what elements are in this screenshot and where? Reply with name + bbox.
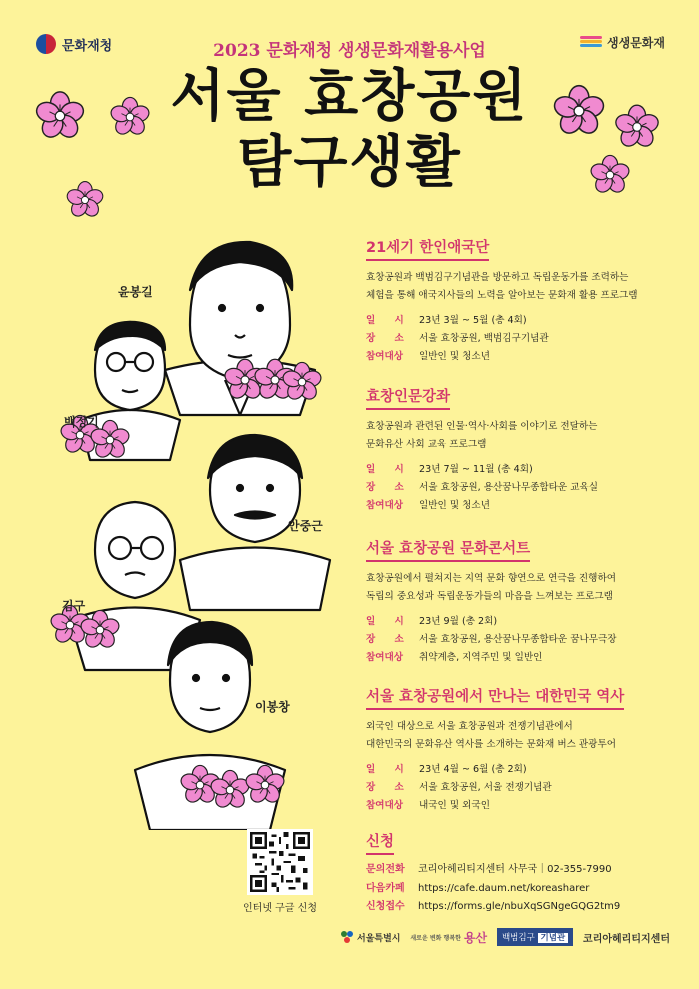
program-section (366, 685, 666, 815)
info-value: 23년 3월 ~ 5월 (총 4회) (419, 315, 527, 326)
program-info (366, 461, 666, 515)
title-line-2: 탐구생활 (237, 130, 462, 195)
apply-label: 문의전화 (366, 864, 405, 875)
flower-icon (30, 86, 90, 146)
info-row-target (366, 797, 666, 815)
program-info (366, 613, 666, 667)
info-value: 23년 9월 (총 2회) (419, 616, 498, 627)
program-section (366, 236, 666, 366)
seoul-mark-icon (340, 930, 354, 944)
flower-icon (585, 150, 635, 200)
info-row-date (366, 461, 666, 479)
kimgu-logo-text: 백범김구 (501, 933, 535, 943)
kimgu-logo-text-b: 기념관 (538, 933, 569, 943)
info-value: 서울 효창공원, 용산꿈나무종합타운 꿈나무극장 (419, 634, 617, 645)
info-row-place (366, 479, 666, 497)
qr-label: 인터넷 구글 신청 (243, 903, 317, 914)
apply-value: 코리아헤리티지센터 사무국｜02-355-7990 (418, 864, 612, 875)
footer-logos (340, 928, 670, 946)
info-value: 서울 효창공원, 백범김구기념관 (419, 333, 549, 344)
program-info (366, 312, 666, 366)
info-value: 23년 7월 ~ 11월 (총 4회) (419, 464, 533, 475)
cha-logo-text: 문화재청 (62, 38, 113, 54)
info-row-target (366, 348, 666, 366)
apply-row-phone (366, 861, 666, 880)
program-section (366, 537, 666, 667)
name-baek-jeonggi: 백정기 (64, 415, 99, 429)
apply-info (366, 861, 666, 917)
program-title: 효창인문강좌 (366, 385, 450, 410)
info-value: 서울 효창공원, 용산꿈나무종합타운 교육실 (419, 482, 599, 493)
title-line-1: 서울 효창공원 (170, 64, 529, 129)
name-yoon-bonggil: 윤봉길 (118, 285, 153, 299)
info-label: 참여대상 (366, 351, 404, 362)
info-value: 일반인 및 청소년 (419, 351, 490, 362)
info-label: 장 소 (366, 634, 404, 645)
info-row-place (366, 330, 666, 348)
info-row-place (366, 779, 666, 797)
yongsan-slogan: 새로운 변화 행복한 (410, 934, 461, 942)
name-lee-bongchang: 이봉창 (255, 700, 290, 714)
program-info (366, 761, 666, 815)
apply-label: 신청접수 (366, 901, 405, 912)
description-line: 체험을 통해 애국지사들의 노력을 알아보는 문화재 활용 프로그램 (366, 290, 638, 301)
info-row-place (366, 631, 666, 649)
info-value: 서울 효창공원, 서울 전쟁기념관 (419, 782, 552, 793)
seoul-logo-text: 서울특별시 (357, 933, 401, 944)
name-kim-gu: 김구 (62, 599, 86, 613)
description-line: 효창공원에서 펼쳐지는 지역 문화 향연으로 연극을 진행하여 (366, 573, 616, 584)
description-line: 문화유산 사회 교육 프로그램 (366, 439, 487, 450)
program-section (366, 385, 666, 515)
info-label: 장 소 (366, 482, 404, 493)
info-label: 일 시 (366, 616, 404, 627)
flower-icon (105, 92, 155, 142)
description-line: 독립의 중요성과 독립운동가들의 마음을 느껴보는 프로그램 (366, 591, 613, 602)
yongsan-logo (410, 929, 487, 946)
apply-row-cafe (366, 880, 666, 899)
info-label: 참여대상 (366, 800, 404, 811)
program-title: 서울 효창공원에서 만나는 대한민국 역사 (366, 685, 624, 710)
name-ahn-junggeun: 안중근 (288, 519, 323, 533)
info-row-target (366, 497, 666, 515)
description-line: 대한민국의 문화유산 역사를 소개하는 문화재 버스 관광투어 (366, 739, 616, 750)
yongsan-logo-text: 용산 (463, 930, 488, 945)
cafe-link[interactable]: https://cafe.daum.net/koreasharer (418, 882, 590, 894)
info-label: 장 소 (366, 333, 404, 344)
korea-heritage-logo: 코리아헤리티지센터 (583, 933, 670, 945)
description-line: 효창공원과 관련된 인물·역사·사회를 이야기로 전달하는 (366, 421, 598, 432)
apply-title: 신청 (366, 830, 394, 855)
info-value: 취약계층, 지역주민 및 일반인 (419, 652, 543, 663)
info-value: 일반인 및 청소년 (419, 500, 490, 511)
info-value: 내국인 및 외국인 (419, 800, 490, 811)
info-row-date (366, 312, 666, 330)
kimgu-museum-logo (497, 928, 573, 946)
saengsaeng-logo-text: 생생문화재 (607, 36, 665, 50)
info-row-target (366, 649, 666, 667)
info-label: 참여대상 (366, 500, 404, 511)
program-description (366, 718, 666, 754)
program-description (366, 269, 666, 305)
flower-icon (610, 100, 665, 155)
form-link[interactable]: https://forms.gle/nbuXqSGNgeGQG2tm9 (418, 901, 621, 912)
info-row-date (366, 613, 666, 631)
info-label: 참여대상 (366, 652, 404, 663)
info-value: 23년 4월 ~ 6월 (총 2회) (419, 764, 527, 775)
description-line: 효창공원과 백범김구기념관을 방문하고 독립운동가를 조력하는 (366, 272, 629, 283)
qr-code[interactable] (247, 829, 313, 895)
seoul-logo (340, 930, 400, 944)
apply-section (366, 830, 666, 917)
program-description (366, 570, 666, 606)
apply-row-form (366, 898, 666, 917)
apply-label: 다음카페 (366, 882, 405, 894)
flower-icon (60, 175, 110, 225)
program-title: 서울 효창공원 문화콘서트 (366, 537, 530, 562)
info-row-date (366, 761, 666, 779)
info-label: 일 시 (366, 315, 404, 326)
info-label: 일 시 (366, 464, 404, 475)
program-title: 21세기 한인애국단 (366, 236, 489, 261)
program-subtitle: 2023 문화재청 생생문화재활용사업 (213, 41, 486, 61)
flower-icon (548, 80, 610, 142)
description-line: 외국인 대상으로 서울 효창공원과 전쟁기념관에서 (366, 721, 573, 732)
info-label: 일 시 (366, 764, 404, 775)
info-label: 장 소 (366, 782, 404, 793)
program-description (366, 418, 666, 454)
